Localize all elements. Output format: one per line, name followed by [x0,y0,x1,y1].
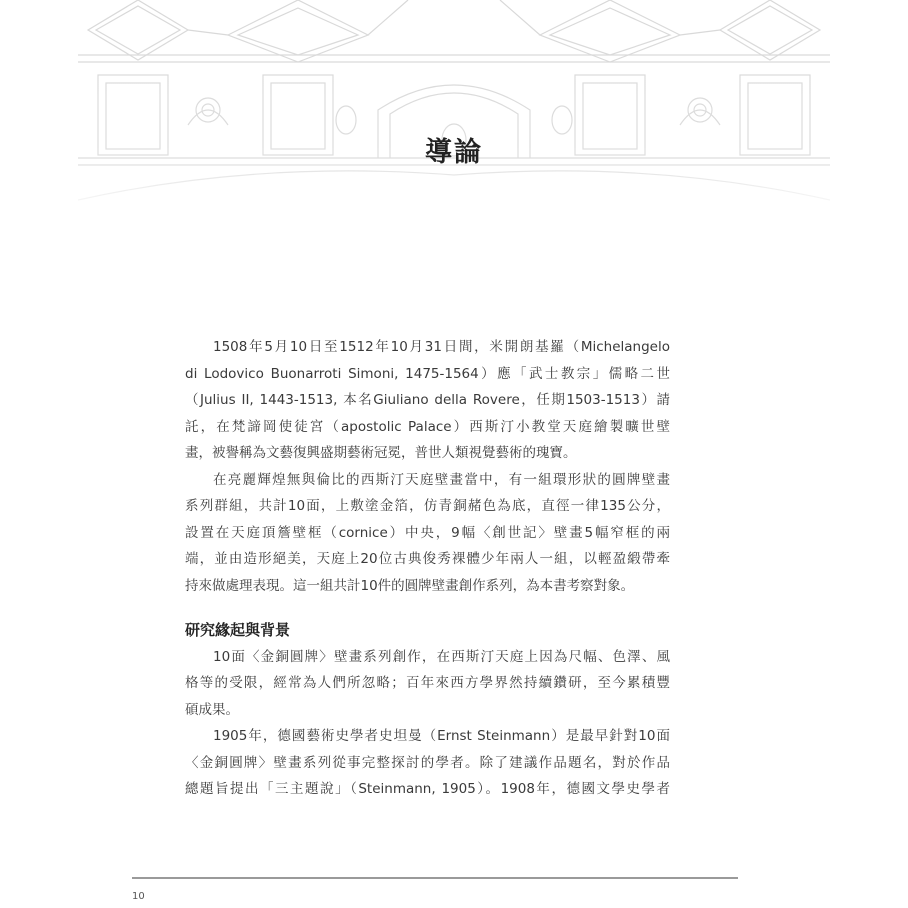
text-line: 1508年5月10日至1512年10月31日間，米開朗基羅（Michelangelo [213,339,670,355]
text-line: 持來做處理表現。這一組共計10件的圓牌壁畫創作系列，為本書考察對象。 [185,577,635,594]
text-line: 碩成果。 [185,701,239,718]
text-line: 設置在天庭頂簷壁框（cornice）中央，9幅〈創世記〉壁畫5幅窄框的兩 [185,524,670,541]
page-number: 10 [132,891,145,902]
text-line: 1905年，德國藝術史學者史坦曼（Ernst Steinmann）是最早針對10面 [213,728,670,744]
text-line: 〈金銅圓牌〉壁畫系列從事完整探討的學者。除了建議作品題名，對於作品 [185,754,670,771]
text-line: di Lodovico Buonarroti Simoni, 1475-1564）應「武士教宗」儒略二世 [185,365,670,382]
footer-rule [132,877,738,879]
chapter-title: 導論 [425,137,483,168]
intro-paragraph-1 [185,334,670,467]
text-line: 端，並由造形絕美，天庭上20位古典俊秀裸體少年兩人一組，以輕盈緞帶牽 [185,551,670,567]
ceiling-architecture-banner [78,0,830,210]
section-heading: 研究緣起與背景 [185,621,291,639]
intro-paragraph-2 [185,467,670,600]
text-line: 系列群組，共計10面，上敷塗金箔，仿青銅赭色為底，直徑一律135公分， [185,498,670,514]
body-text [185,334,670,803]
text-line: 10面〈金銅圓牌〉壁畫系列創作，在西斯汀天庭上因為尺幅、色澤、風 [213,648,670,665]
text-line: 格等的受限，經常為人們所忽略；百年來西方學界然持續鑽研，至今累積豐 [185,675,670,691]
text-line: （Julius II, 1443-1513, 本名Giuliano della Rovere，任期1503-1513）請 [185,392,670,408]
text-line: 託，在梵諦岡使徒宮（apostolic Palace）西斯汀小教堂天庭繪製曠世壁 [185,418,670,435]
section-paragraph-2 [185,723,670,803]
text-line: 在亮麗輝煌無與倫比的西斯汀天庭壁畫當中，有一組環形狀的圓牌壁畫 [213,471,670,488]
text-line: 畫，被譽稱為文藝復興盛期藝術冠冕，普世人類視覺藝術的瑰寶。 [185,445,577,461]
section-paragraph-1 [185,644,670,724]
text-line: 總題旨提出「三主題說」（Steinmann, 1905）。1908年，德國文學史學者 [185,781,670,797]
